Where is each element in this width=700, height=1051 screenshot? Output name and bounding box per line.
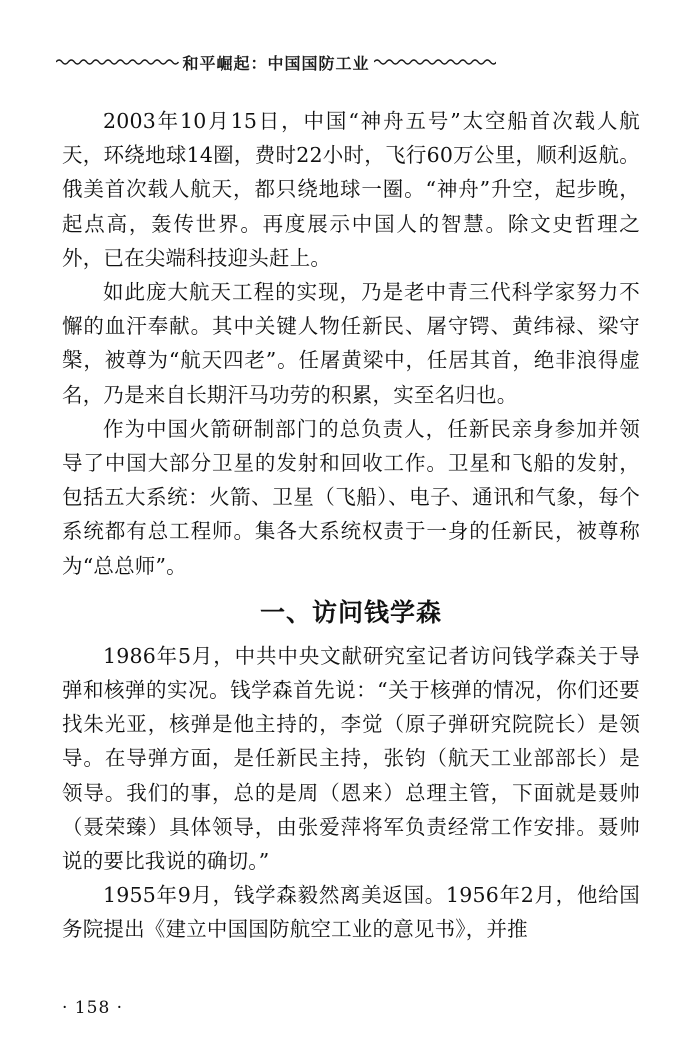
section-heading: 一、访问钱学森 — [259, 597, 442, 627]
paragraph-return: 1955年9月，钱学森毅然离美返国。1956年2月，他给国务院提出《建立中国国防航空工业的意见书》，并推 — [62, 883, 640, 942]
paragraph-four-elders: 如此庞大航天工程的实现，乃是老中青三代科学家努力不懈的血汗奉献。其中关键人物任新民、屠守锷、黄纬禄、梁守槃，被尊为“航天四老”。任屠黄梁中，任居其首，绝非浪得虚名，乃是来自长期汗马功劳的积累，实至名归也。 — [62, 280, 640, 407]
page-number: · 158 · — [62, 998, 124, 1018]
paragraph-shenzhou: 2003年10月15日，中国“神舟五号”太空船首次载人航天，环绕地球14圈，费时22小时，飞行60万公里，顺利返航。俄美首次载人航天，都只绕地球一圈。“神舟”升空，起步晚，起点高，轰传世界。再度展示中国人的智慧。除文史哲理之外，已在尖端科技迎头赶上。 — [62, 109, 640, 270]
paragraph-interview: 1986年5月，中共中央文献研究室记者访问钱学森关于导弹和核弹的实况。钱学森首先说：“关于核弹的情况，你们还要找朱光亚，核弹是他主持的，李觉（原子弹研究院院长）是领导。在导弹方面，是任新民主持，张钧（航天工业部部长）是领导。我们的事，总的是周（恩来）总理主管，下面就是聂帅（聂荣臻）具体领导，由张爱萍将军负责经常工作安排。聂帅说的要比我说的确切。” — [62, 643, 640, 874]
body-text — [62, 104, 640, 947]
wave-ornament-left — [56, 58, 179, 66]
wave-ornament-right — [374, 58, 497, 66]
running-header — [56, 50, 496, 74]
paragraph-chief-designer: 作为中国火箭研制部门的总负责人，任新民亲身参加并领导了中国大部分卫星的发射和回收工作。卫星和飞船的发射，包括五大系统：火箭、卫星（飞船）、电子、通讯和气象，每个系统都有总工程师。集各大系统权责于一身的任新民，被尊称为“总总师”。 — [62, 416, 640, 578]
running-header-title: 和平崛起：中国国防工业 — [182, 53, 370, 73]
